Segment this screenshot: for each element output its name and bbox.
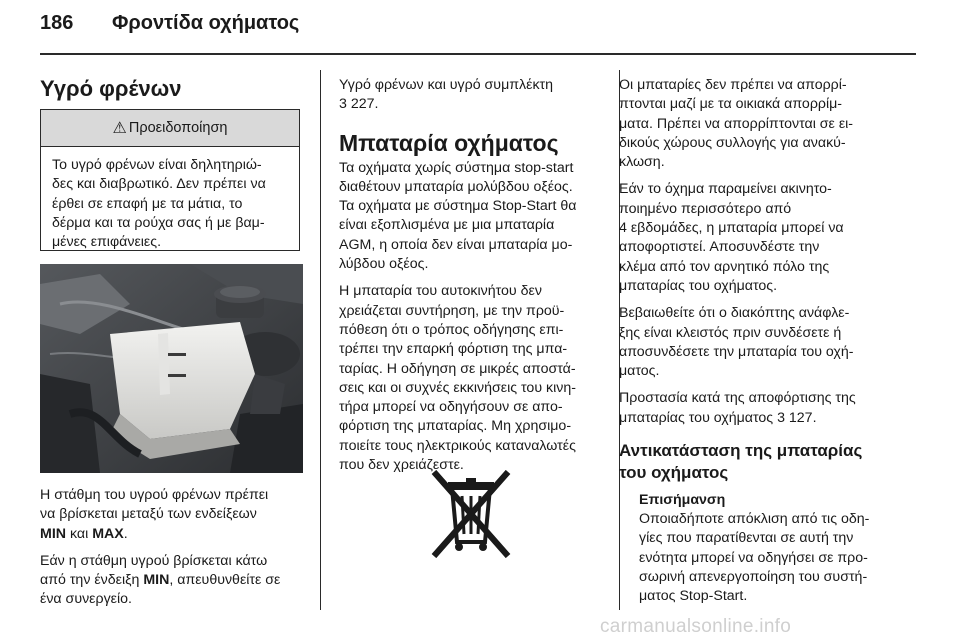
header-rule	[40, 53, 916, 55]
battery-title: Μπαταρία οχήματος	[339, 129, 559, 156]
disposal-paragraph: Οι μπαταρίες δεν πρέπει να απορρί‐ πτονται μαζί με τα οικιακά απορρίμ‐ ματα. Πρέπει να απορρίπτονται σε ει‐ δικούς χώρους συλλογής για ανακύ‐ κλωση.	[619, 77, 854, 171]
page-reference-link[interactable]: 3 227.	[339, 96, 379, 113]
warning-line: έρθει σε επαφή με τα μάτια, το	[52, 195, 243, 212]
ignition-paragraph: Βεβαιωθείτε ότι ο διακόπτης ανάφλε‐ ξης είναι κλειστός πριν συνδέσετε ή αποσυνδέσετε την μπαταρία του οχή‐ ματος.	[619, 305, 854, 380]
brake-fluid-text	[40, 486, 305, 618]
note-block	[619, 491, 909, 606]
warning-header	[41, 110, 299, 147]
crossed-out-wheelie-bin-icon	[428, 468, 514, 566]
discharge-protection-paragraph: Προστασία κατά της αποφόρτισης της μπαταρίας του οχήματος 3 127.	[619, 390, 856, 426]
battery-disposal-column	[619, 76, 909, 615]
warning-line: Το υγρό φρένων είναι δηλητηριώ‐	[52, 157, 262, 173]
chapter-title: Φροντίδα οχήματος	[112, 12, 300, 34]
max-mark: MAX	[92, 525, 124, 542]
brake-fluid-reservoir-photo	[40, 264, 303, 473]
warning-box	[40, 109, 300, 251]
note-text: Οποιαδήποτε απόκλιση από τις οδη‐ γίες που παρατίθενται σε αυτή την ενότητα μπορεί να οδηγήσει σε προ‐ σωρινή απενεργοποίηση του συστή‐ ματος Stop-Start.	[639, 511, 870, 605]
battery-column	[339, 76, 605, 483]
column-divider-1	[320, 70, 321, 610]
reference-paragraph: Υγρό φρένων και υγρό συμπλέκτη 3 227.	[339, 77, 554, 113]
warning-title: Προειδοποίηση	[128, 120, 228, 136]
warning-line: μένες επιφάνειες.	[52, 234, 162, 251]
section-title-brake-fluid: Υγρό φρένων	[40, 76, 182, 101]
warning-text	[41, 147, 299, 252]
page-number: 186	[40, 12, 74, 34]
page-reference-link[interactable]: μπαταρίας του οχήματος 3 127.	[619, 409, 817, 426]
battery-paragraph-2: Η μπαταρία του αυτοκινήτου δεν χρειάζεται συντήρηση, με την προϋ‐ πόθεση ότι ο τρόπος οδήγησης επι‐ τρέπει την επαρκή φόρτιση της μπα‐ ταρίας. Η οδήγηση σε μικρές αποστά‐ σεις και οι συχνές εκκινήσεις του κινη‐ τήρα μπορεί να οδηγήσουν σε απο‐ φόρτιση της μπαταρίας. Μη χρησιμο‐ ποιείτε τους ηλεκτρικούς καταναλωτές που δεν χρειάζεστε.	[339, 283, 576, 474]
warning-triangle-icon: ⚠	[112, 120, 127, 137]
battery-paragraph-1: Τα οχήματα χωρίς σύστημα stop-start διαθέτουν μπαταρία μολύβδου οξέος. Τα οχήματα με σύστημα Stop-Start θα είναι εξοπλισμένα με μια μπαταρία AGM, η οποία δεν είναι μπαταρία μο‐ λύβδου οξέος.	[339, 159, 577, 273]
battery-replacement-title: Αντικατάσταση της μπαταρίας του οχήματος	[619, 441, 863, 483]
note-title: Επισήμανση	[639, 492, 726, 509]
warning-line: δέρμα και τα ρούχα σας ή με βαμ‐	[52, 214, 265, 231]
engine-bay-illustration	[40, 264, 303, 473]
watermark: carmanualsonline.info	[600, 616, 792, 637]
parked-vehicle-paragraph: Εάν το όχημα παραμείνει ακινητο‐ ποιημένο περισσότερο από 4 εβδομάδες, η μπαταρία μπορεί να αποφορτιστεί. Αποσυνδέστε την κλέμα από τον αρνητικό πόλο της μπαταρίας του οχήματος.	[619, 181, 844, 294]
level-paragraph: Η στάθμη του υγρού φρένων πρέπει να βρίσκεται μεταξύ των ενδείξεων MIN και MAX.	[40, 487, 269, 542]
low-level-paragraph: Εάν η στάθμη υγρού βρίσκεται κάτω από την ένδειξη MIN, απευθυνθείτε σε ένα συνεργείο.	[40, 552, 281, 608]
min-mark: MIN	[40, 525, 67, 542]
warning-line: δες και διαβρωτικό. Δεν πρέπει να	[52, 176, 266, 193]
